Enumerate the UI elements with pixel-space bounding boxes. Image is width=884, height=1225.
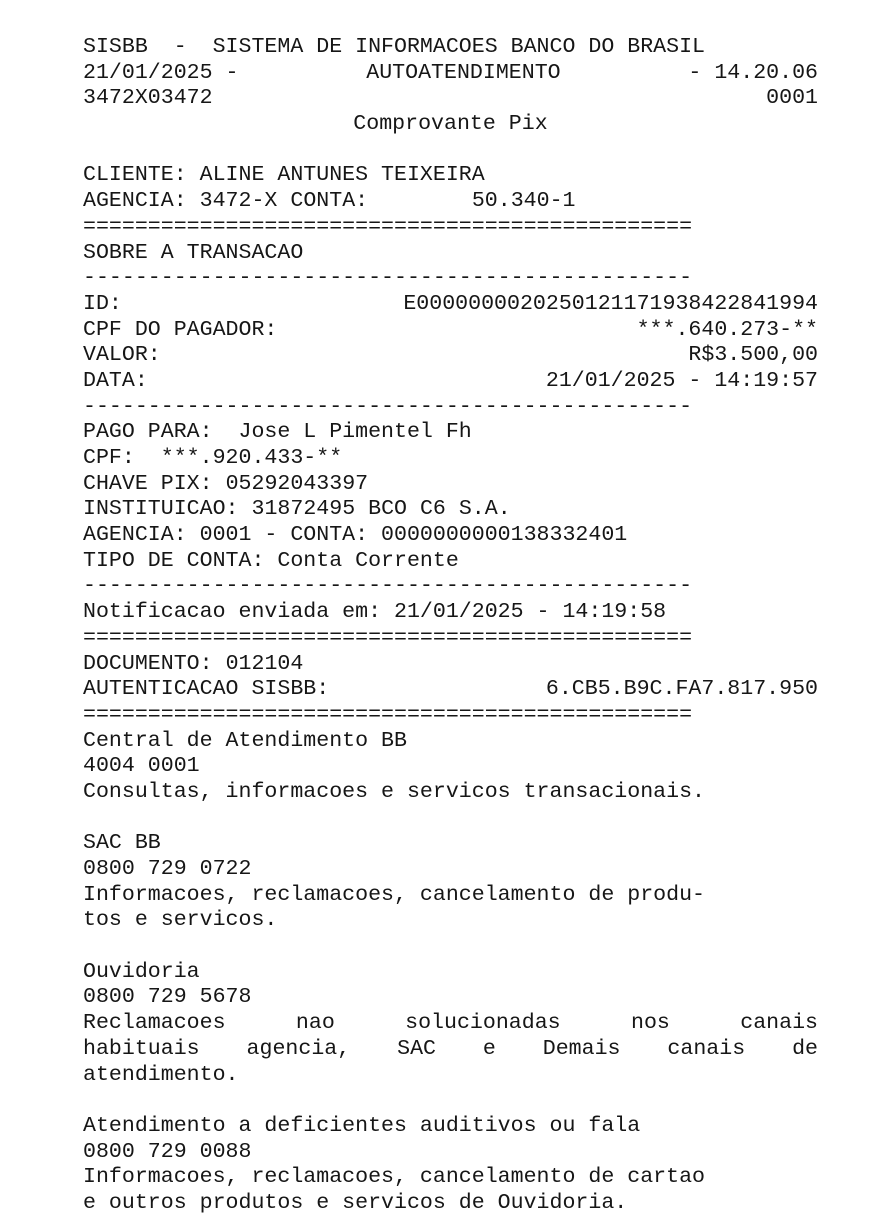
value-amount: R$3.500,00 bbox=[688, 343, 818, 368]
contact-description: Informacoes, reclamacoes, cancelamento de produ- bbox=[83, 882, 706, 907]
system-title: SISBB - SISTEMA DE INFORMACOES BANCO DO BRASIL bbox=[83, 35, 706, 59]
sequence-number: 0001 bbox=[766, 86, 818, 111]
document-label: DOCUMENTO: bbox=[83, 651, 213, 676]
pix-key-row bbox=[83, 472, 818, 498]
contact-name: SAC BB bbox=[83, 831, 161, 856]
contact-name: Atendimento a deficientes auditivos ou fala bbox=[83, 1113, 641, 1138]
spacer bbox=[83, 1088, 818, 1114]
notification-text: Notificacao enviada em: 21/01/2025 - 14:19:58 bbox=[83, 600, 667, 625]
contact-description: atendimento. bbox=[83, 1062, 239, 1087]
account-type-label: TIPO DE CONTA: bbox=[83, 548, 265, 573]
section-title: SOBRE A TRANSACAO bbox=[83, 240, 304, 265]
pix-receipt bbox=[83, 35, 818, 1217]
date-label: DATA: bbox=[83, 368, 148, 393]
contact-description: Informacoes, reclamacoes, cancelamento de cartao bbox=[83, 1165, 706, 1190]
document-title: Comprovante Pix bbox=[353, 112, 548, 137]
double-separator: =============================================== bbox=[83, 214, 693, 239]
institution-row bbox=[83, 497, 818, 523]
contact-description: e outros produtos e servicos de Ouvidoria. bbox=[83, 1190, 628, 1215]
double-separator: =============================================== bbox=[83, 625, 693, 650]
contact-name: Central de Atendimento BB bbox=[83, 728, 407, 753]
client-row bbox=[83, 163, 818, 189]
payee-cpf: ***.920.433-** bbox=[160, 446, 343, 470]
payee-account-row: AGENCIA: 0001 - CONTA: 0000000000138332401 bbox=[83, 523, 628, 548]
double-separator: =============================================== bbox=[83, 702, 693, 727]
document-row bbox=[83, 652, 818, 678]
contact-phone: 0800 729 5678 bbox=[83, 985, 252, 1010]
transaction-id-row bbox=[83, 292, 818, 318]
institution: 31872495 BCO C6 S.A. bbox=[251, 497, 511, 522]
pix-key-label: CHAVE PIX: bbox=[83, 471, 213, 496]
pix-key: 05292043397 bbox=[225, 471, 369, 496]
client-name: ALINE ANTUNES TEIXEIRA bbox=[199, 163, 485, 188]
client-account-row bbox=[83, 189, 818, 215]
payee-cpf-label: CPF: bbox=[83, 446, 135, 470]
header-channel: AUTOATENDIMENTO bbox=[366, 60, 561, 85]
account-type: Conta Corrente bbox=[277, 548, 459, 573]
paid-to-name: Jose L Pimentel Fh bbox=[238, 420, 472, 445]
contact-phone: 0800 729 0088 bbox=[83, 1139, 252, 1164]
paid-to-label: PAGO PARA: bbox=[83, 420, 213, 445]
terminal-id: 3472X03472 bbox=[83, 86, 213, 111]
single-separator: ----------------------------------------------- bbox=[83, 394, 693, 419]
payee-cpf-row bbox=[83, 446, 818, 472]
account-label: CONTA: bbox=[290, 189, 369, 214]
paid-to-row bbox=[83, 420, 818, 446]
authentication-code: 6.CB5.B9C.FA7.817.950 bbox=[545, 677, 818, 702]
contact-description: tos e servicos. bbox=[83, 908, 278, 933]
contact-phone: 0800 729 0722 bbox=[83, 857, 252, 881]
header-terminal-row bbox=[83, 86, 818, 112]
authentication-label: AUTENTICACAO SISBB: bbox=[83, 677, 330, 702]
contact-description: Reclamacoes nao solucionadas nos canais bbox=[83, 1011, 818, 1036]
value-row bbox=[83, 343, 818, 369]
single-separator: ----------------------------------------------- bbox=[83, 266, 693, 291]
authentication-row bbox=[83, 677, 818, 703]
payer-cpf-label: CPF DO PAGADOR: bbox=[83, 317, 278, 342]
contact-name: Ouvidoria bbox=[83, 959, 200, 984]
document-number: 012104 bbox=[225, 651, 304, 676]
single-separator: ----------------------------------------------- bbox=[83, 574, 693, 599]
value-label: VALOR: bbox=[83, 343, 161, 368]
account-value: 50.340-1 bbox=[471, 189, 576, 214]
payer-cpf: ***.640.273-** bbox=[636, 317, 818, 342]
contact-description: Consultas, informacoes e servicos transacionais. bbox=[83, 779, 706, 804]
header-time: - 14.20.06 bbox=[688, 60, 818, 85]
header-date-row bbox=[83, 61, 818, 87]
contact-description: habituais agencia, SAC e Demais canais de bbox=[83, 1036, 818, 1061]
id-label: ID: bbox=[83, 291, 122, 316]
account-type-row bbox=[83, 549, 818, 575]
spacer bbox=[83, 934, 818, 960]
header-date: 21/01/2025 - bbox=[83, 60, 239, 85]
date-row bbox=[83, 369, 818, 395]
contact-phone: 4004 0001 bbox=[83, 754, 200, 779]
spacer bbox=[83, 138, 818, 164]
client-label: CLIENTE: bbox=[83, 163, 187, 188]
payer-cpf-row bbox=[83, 318, 818, 344]
transaction-date: 21/01/2025 - 14:19:57 bbox=[545, 368, 818, 393]
institution-label: INSTITUICAO: bbox=[83, 497, 239, 522]
transaction-id: E0000000020250121171938422841994 bbox=[403, 291, 818, 316]
spacer bbox=[83, 806, 818, 832]
agency-label: AGENCIA: bbox=[83, 189, 187, 214]
agency-value: 3472-X bbox=[199, 189, 278, 214]
